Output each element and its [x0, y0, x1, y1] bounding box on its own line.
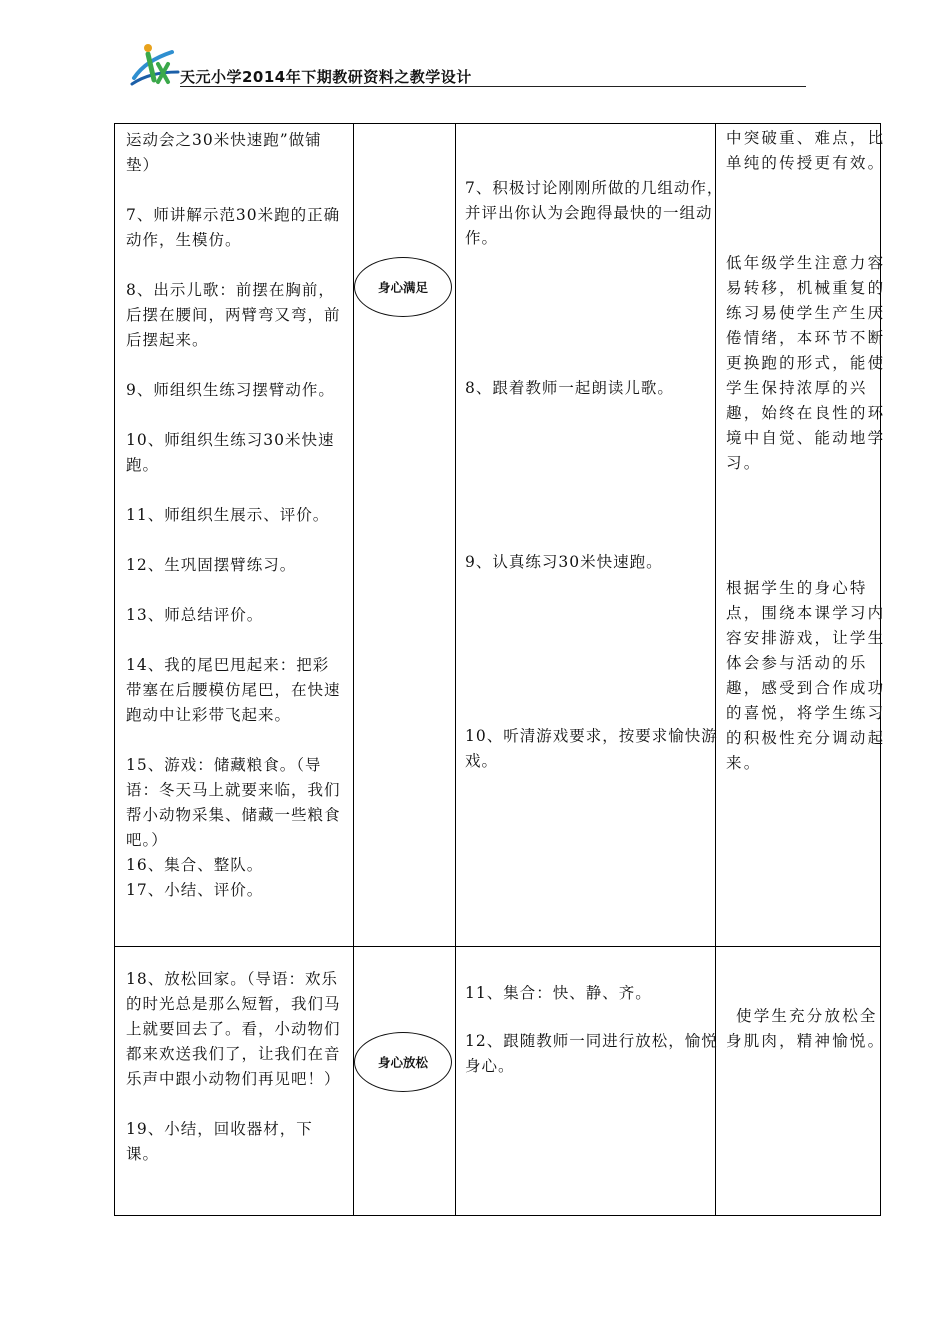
teacher-step: 16、集合、整队。 [126, 856, 264, 874]
teacher-step: 19、小结，回收器材，下课。 [126, 1120, 313, 1163]
intent-paragraph: 使学生充分放松全身肌肉，精神愉悦。 [726, 1007, 886, 1050]
student-step: 9、认真练习30米快速跑。 [465, 553, 663, 571]
intent-paragraph: 中突破重、难点，比单纯的传授更有效。 [726, 129, 886, 172]
phase-oval-satisfaction [354, 257, 452, 317]
intent-paragraph: 低年级学生注意力容易转移，机械重复的练习易使学生产生厌倦情绪，本环节不断更换跑的形式，能使学生保持浓厚的兴趣，始终在良性的环境中自觉、能动地学习。 [726, 254, 886, 472]
phase-oval-relaxation [354, 1032, 452, 1092]
teacher-step: 运动会之30米快速跑”做铺垫） [126, 131, 322, 174]
teacher-step: 12、生巩固摆臂练习。 [126, 556, 297, 574]
document-header-title: 天元小学2014年下期教研资料之教学设计 [180, 68, 472, 86]
header-divider [180, 86, 806, 87]
student-step: 8、跟着教师一起朗读儿歌。 [465, 379, 674, 397]
student-step: 11、集合：快、静、齐。 [465, 984, 652, 1002]
page-header [128, 42, 808, 90]
teacher-step: 13、师总结评价。 [126, 606, 264, 624]
student-step: 7、积极讨论刚刚所做的几组动作，并评出你认为会跑得最快的一组动作。 [465, 179, 724, 247]
student-step: 12、跟随教师一同进行放松，愉悦身心。 [465, 1032, 718, 1075]
phase-label: 身心满足 [377, 280, 428, 295]
teacher-step: 15、游戏：储藏粮食。（导语：冬天马上就要来临，我们帮小动物采集、储藏一些粮食吧。） [126, 756, 341, 849]
school-logo-icon [128, 42, 184, 88]
teacher-step: 17、小结、评价。 [126, 881, 264, 899]
teacher-step: 7、师讲解示范30米跑的正确动作，生模仿。 [126, 206, 341, 249]
teacher-activity-cell [115, 947, 354, 1216]
student-activity-cell [456, 124, 724, 947]
design-intent-cell [716, 124, 886, 947]
lesson-plan-table [114, 123, 886, 1216]
teacher-step: 9、师组织生练习摆臂动作。 [126, 381, 335, 399]
teacher-step: 10、师组织生练习30米快速跑。 [126, 431, 335, 474]
student-step: 10、听清游戏要求，按要求愉快游戏。 [465, 727, 718, 770]
teacher-step: 18、放松回家。（导语：欢乐的时光总是那么短暂，我们马上就要回去了。看，小动物们都来欢送我们了，让我们在音乐声中跟小动物们再见吧！） [126, 970, 341, 1088]
phase-cell [354, 124, 456, 947]
intent-paragraph: 根据学生的身心特点，围绕本课学习内容安排游戏，让学生体会参与活动的乐趣，感受到合作成功的喜悦，将学生练习的积极性充分调动起来。 [726, 579, 886, 772]
student-activity-cell [456, 947, 716, 1216]
teacher-step: 8、出示儿歌：前摆在胸前，后摆在腰间，两臂弯又弯，前后摆起来。 [126, 281, 341, 349]
design-intent-cell [716, 947, 886, 1216]
table-row [115, 124, 881, 947]
teacher-step: 11、师组织生展示、评价。 [126, 506, 330, 524]
teacher-step: 14、我的尾巴甩起来：把彩带塞在后腰模仿尾巴，在快速跑动中让彩带飞起来。 [126, 656, 341, 724]
table-row [115, 947, 881, 1216]
phase-label: 身心放松 [377, 1055, 428, 1070]
phase-cell [354, 947, 456, 1216]
teacher-activity-cell [115, 124, 354, 947]
